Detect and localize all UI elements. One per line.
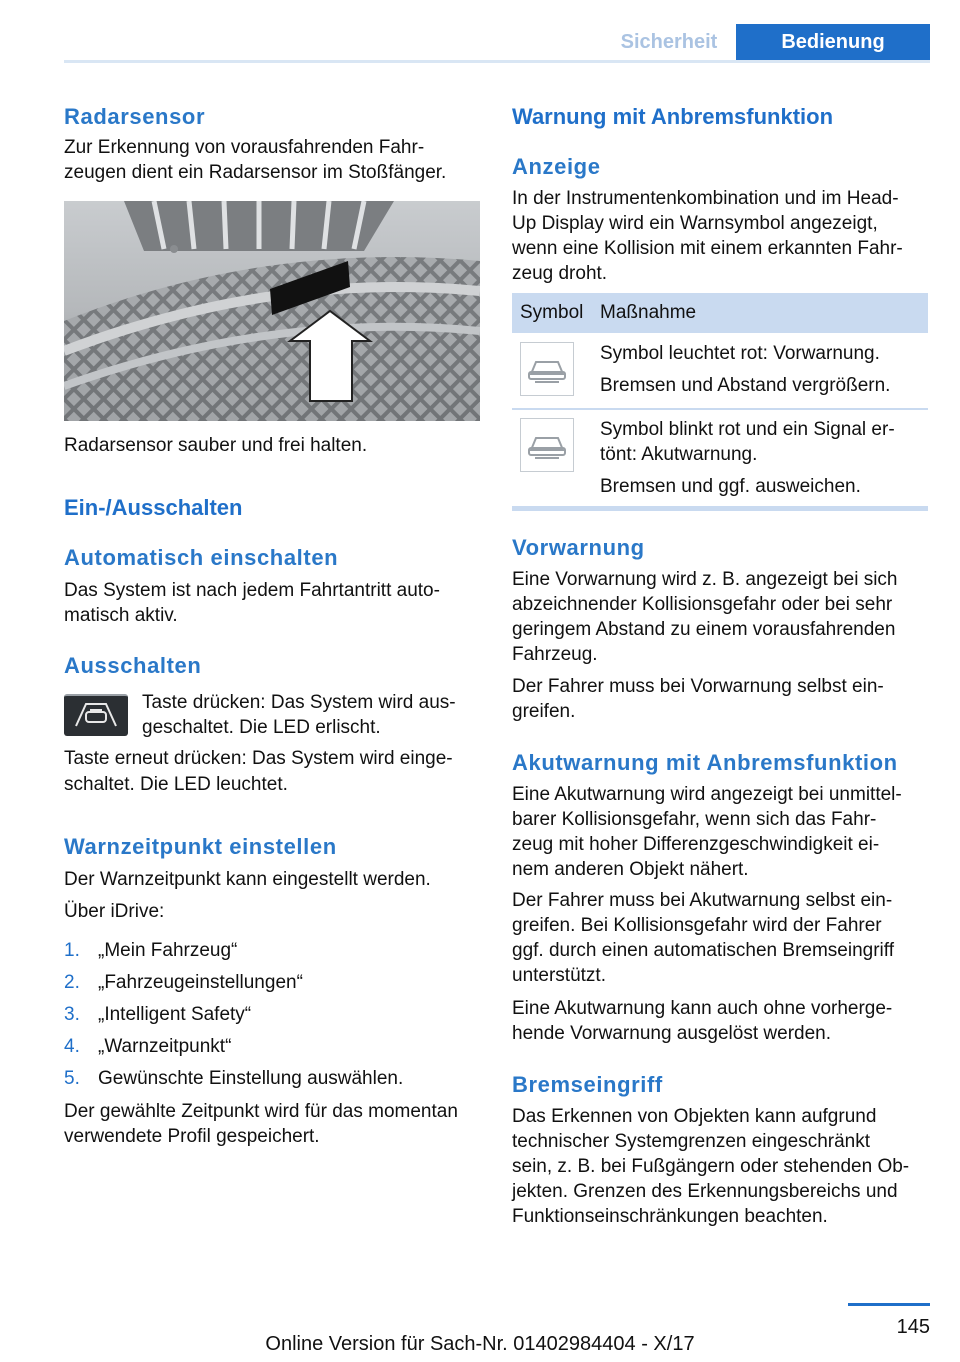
acute-text-9: Eine Akutwarnung kann auch ohne vorherge- — [512, 998, 893, 1019]
pre-text-3: geringem Abstand zu einem vorausfahrenden — [512, 619, 896, 640]
car-warning-icon — [525, 354, 569, 384]
table-row-divider — [512, 408, 928, 410]
pre-text-1: Eine Vorwarnung wird z. B. angezeigt bei sich — [512, 569, 898, 590]
brake-text-4: jekten. Grenzen des Erkennungsbereichs und — [512, 1181, 898, 1202]
acute-text-10: hende Vorwarnung ausgelöst werden. — [512, 1023, 832, 1044]
col-action-header: Maßnahme — [600, 302, 697, 323]
table-row-2-line2: tönt: Akutwarnung. — [600, 444, 758, 465]
acute-text-8: unterstützt. — [512, 965, 606, 986]
radar-text-2: zeugen dient ein Radarsensor im Stoßfänger. — [64, 162, 447, 183]
pre-text-4: Fahrzeug. — [512, 644, 598, 665]
pre-text-2: abzeichnender Kollisionsgefahr oder bei sehr — [512, 594, 893, 615]
table-row-symbol — [520, 342, 574, 396]
acute-heading: Akutwarnung mit Anbremsfunktion — [512, 750, 898, 775]
display-text-1: In der Instrumentenkombination und im Head- — [512, 188, 899, 209]
off-text-3: Taste erneut drücken: Das System wird einge- — [64, 748, 453, 769]
off-text-4: schaltet. Die LED leuchtet. — [64, 774, 288, 795]
pre-text-5: Der Fahrer muss bei Vorwarnung selbst ein- — [512, 676, 884, 697]
brake-text-3: sein, z. B. bei Fußgängern oder stehenden Ob- — [512, 1156, 910, 1177]
table-row-symbol — [520, 418, 574, 472]
auto-text-1: Das System ist nach jedem Fahrtantritt auto- — [64, 580, 440, 601]
auto-text-2: matisch aktiv. — [64, 605, 178, 626]
display-text-2: Up Display wird ein Warnsymbol angezeigt, — [512, 213, 878, 234]
tab-sicherheit[interactable]: Sicherheit — [620, 31, 718, 53]
table-row-1-line3: Bremsen und Abstand vergrößern. — [600, 375, 891, 396]
final-text-1: Der gewählte Zeitpunkt wird für das momentan — [64, 1101, 458, 1122]
display-text-4: zeug droht. — [512, 263, 608, 284]
acute-text-6: greifen. Bei Kollisionsgefahr wird der Fahrer — [512, 915, 882, 936]
online-version-note: Online Version für Sach-Nr. 01402984404 - X/17 — [265, 1333, 695, 1355]
acute-text-5: Der Fahrer muss bei Akutwarnung selbst ein- — [512, 890, 893, 911]
col-symbol-header: Symbol — [520, 302, 584, 323]
acute-text-7: ggf. durch einen automatischen Bremseingriff — [512, 940, 894, 961]
collision-warning-button-icon — [64, 694, 128, 736]
off-text-2: geschaltet. Die LED erlischt. — [142, 717, 381, 738]
off-heading: Ausschalten — [64, 653, 202, 678]
acute-text-1: Eine Akutwarnung wird angezeigt bei unmittel- — [512, 784, 902, 805]
brake-heading: Bremseingriff — [512, 1072, 663, 1097]
acute-text-3: zeug mit hoher Differenzgeschwindigkeit ei- — [512, 834, 880, 855]
onoff-heading: Ein-/Ausschalten — [64, 495, 243, 520]
auto-heading: Automatisch einschalten — [64, 545, 339, 570]
radar-sensor-image — [64, 201, 480, 421]
radar-heading: Radarsensor — [64, 104, 206, 129]
display-heading: Anzeige — [512, 154, 601, 179]
brake-text-2: technischer Systemgrenzen eingeschränkt — [512, 1131, 871, 1152]
radar-text-1: Zur Erkennung von vorausfahrenden Fahr- — [64, 137, 425, 158]
time-heading: Warnzeitpunkt einstellen — [64, 834, 337, 859]
pre-heading: Vorwarnung — [512, 535, 645, 560]
time-text-1: Der Warnzeitpunkt kann eingestellt werden. — [64, 869, 431, 890]
table-row-2-line1: Symbol blinkt rot und ein Signal er- — [600, 419, 895, 440]
page-number: 145 — [896, 1316, 930, 1338]
header-divider — [64, 60, 930, 63]
radar-caption: Radarsensor sauber und frei halten. — [64, 435, 368, 456]
acute-text-2: barer Kollisionsgefahr, wenn sich das Fahr- — [512, 809, 877, 830]
display-text-3: wenn eine Kollision mit einem erkannten Fahr- — [512, 238, 903, 259]
bumper-illustration — [64, 201, 480, 421]
tab-bedienung[interactable]: Bedienung — [736, 24, 930, 61]
acute-text-4: nem anderen Objekt nähert. — [512, 859, 749, 880]
table-row-1-line1: Symbol leuchtet rot: Vorwarnung. — [600, 343, 880, 364]
final-text-2: verwendete Profil gespeichert. — [64, 1126, 320, 1147]
brake-text-1: Das Erkennen von Objekten kann aufgrund — [512, 1106, 877, 1127]
warning-heading: Warnung mit Anbremsfunktion — [512, 104, 834, 129]
table-row-2-line3: Bremsen und ggf. ausweichen. — [600, 476, 861, 497]
pre-text-6: greifen. — [512, 701, 576, 722]
off-text-1: Taste drücken: Das System wird aus- — [142, 692, 456, 713]
brake-text-5: Funktionseinschränkungen beachten. — [512, 1206, 828, 1227]
time-text-2: Über iDrive: — [64, 901, 165, 922]
table-bottom-border — [512, 506, 928, 511]
footer-divider — [848, 1303, 930, 1306]
car-warning-icon — [525, 430, 569, 460]
